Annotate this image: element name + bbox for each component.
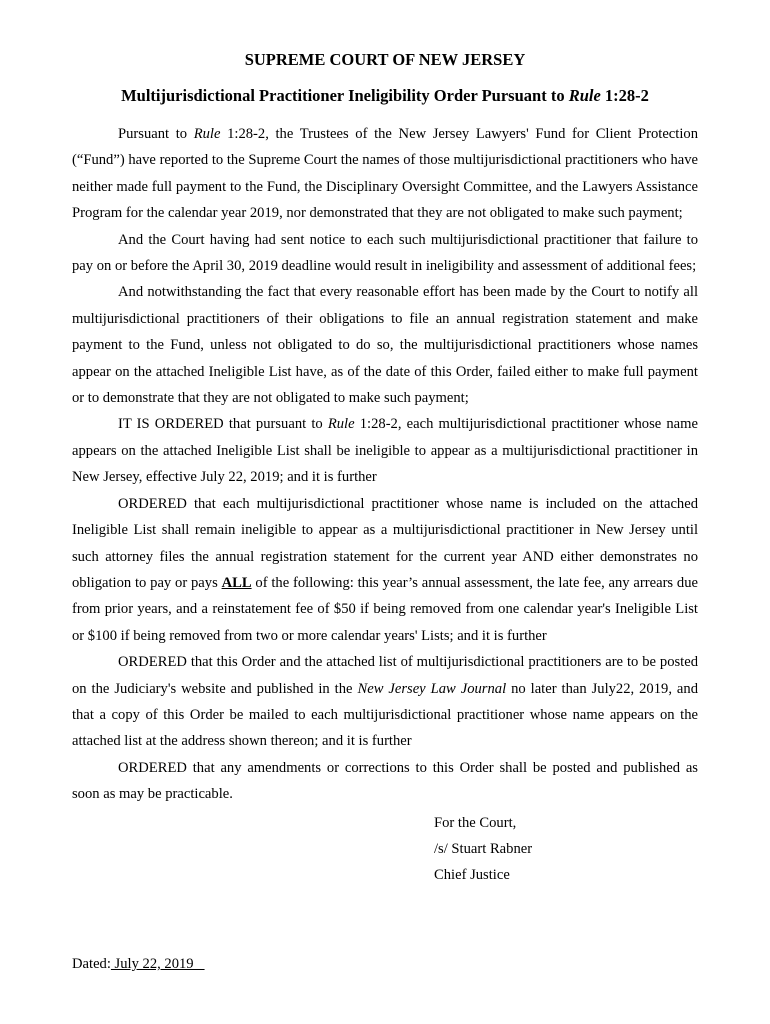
p1-text-b: 1:28-2, the Trustees of the New Jersey Lawyers' Fund for Client Protection (“Fund”) have reported to the Supreme Court the names of those multijurisdictional practitioners who have neither made full payment to the Fund, the Disciplinary Oversight Committee, and the Lawyers Assistance Program for the calendar year 2019, nor demonstrated that they are not obligated to make such payment; (72, 126, 698, 222)
paragraph-notice: And the Court having had sent notice to each such multijurisdictional practitioner that failure to pay on or before the April 30, 2019 deadline would result in ineligibility and assessment of additional fees; (72, 231, 698, 275)
p4-rule: Rule (327, 416, 355, 433)
paragraph-pursuant (72, 121, 698, 227)
signature-name: /s/ Stuart Rabner (434, 840, 533, 857)
p5-text-b: of the following: this year’s annual assessment, the late fee, any arrears due from prior years, and a reinstatement fee of $50 if being removed from one calendar year's Ineligible List or $100 if being removed from two or more calendar years' Lists; and it is further (72, 574, 698, 644)
p5-all: ALL (221, 574, 252, 591)
dated-label: Dated: (72, 956, 111, 972)
p1-rule: Rule (193, 126, 221, 142)
court-name: SUPREME COURT OF NEW JERSEY (244, 50, 526, 69)
p5-text-a: ORDERED that each multijurisdictional practitioner whose name is included on the attached Ineligible List shall remain ineligible to appear as a multijurisdictional practitioner in New Jersey until such attorney files the annual registration statement for the current year AND either demonstrates no obligation to pay or pays (72, 495, 698, 591)
signature-title: Chief Justice (434, 867, 510, 884)
dated-line (72, 951, 205, 977)
paragraph-ordered-remain (72, 491, 698, 649)
p6-text-a: ORDERED that this Order and the attached list of multijurisdictional practitioners are to be posted on the Judiciary's website and published in the (72, 654, 698, 697)
p4-text-a: IT IS ORDERED that pursuant to (118, 416, 328, 433)
paragraph-ordered-posted (72, 649, 698, 755)
paragraph-ordered-amendments: ORDERED that any amendments or corrections to this Order shall be posted and published as soon as may be practicable. (72, 759, 698, 803)
order-title (72, 85, 698, 107)
p4-text-b: 1:28-2, each multijurisdictional practitioner whose name appears on the attached Ineligible List shall be ineligible to appear as a multijurisdictional practitioner in New Jersey, effective July 22, 2019; and it is further (72, 416, 698, 486)
dated-value: July 22, 2019 (110, 956, 205, 972)
p6-text-b: no later than July22, 2019, and that a copy of this Order be mailed to each multijurisdictional practitioner whose name appears on the attached list at the address shown thereon; and it is further (72, 680, 698, 750)
order-body (72, 121, 698, 808)
title-suffix: 1:28-2 (600, 86, 649, 105)
signature-for-court: For the Court, (434, 814, 517, 831)
p6-journal: New Jersey Law Journal (357, 680, 507, 697)
p1-text-a: Pursuant to (118, 126, 194, 142)
paragraph-notwithstanding: And notwithstanding the fact that every reasonable effort has been made by the Court to notify all multijurisdictional practitioners of their obligations to file an annual registration statement and make payment to the Fund, unless not obligated to do so, the multijurisdictional practitioners whose names appear on the attached Ineligible List have, as of the date of this Order, failed either to make full payment or to demonstrate that they are not obligated to make such payment; (72, 284, 698, 407)
signature-block (434, 810, 698, 889)
title-prefix: Multijurisdictional Practitioner Ineligibility Order Pursuant to (121, 86, 569, 105)
paragraph-it-is-ordered (72, 411, 698, 490)
title-rule: Rule (568, 86, 601, 105)
